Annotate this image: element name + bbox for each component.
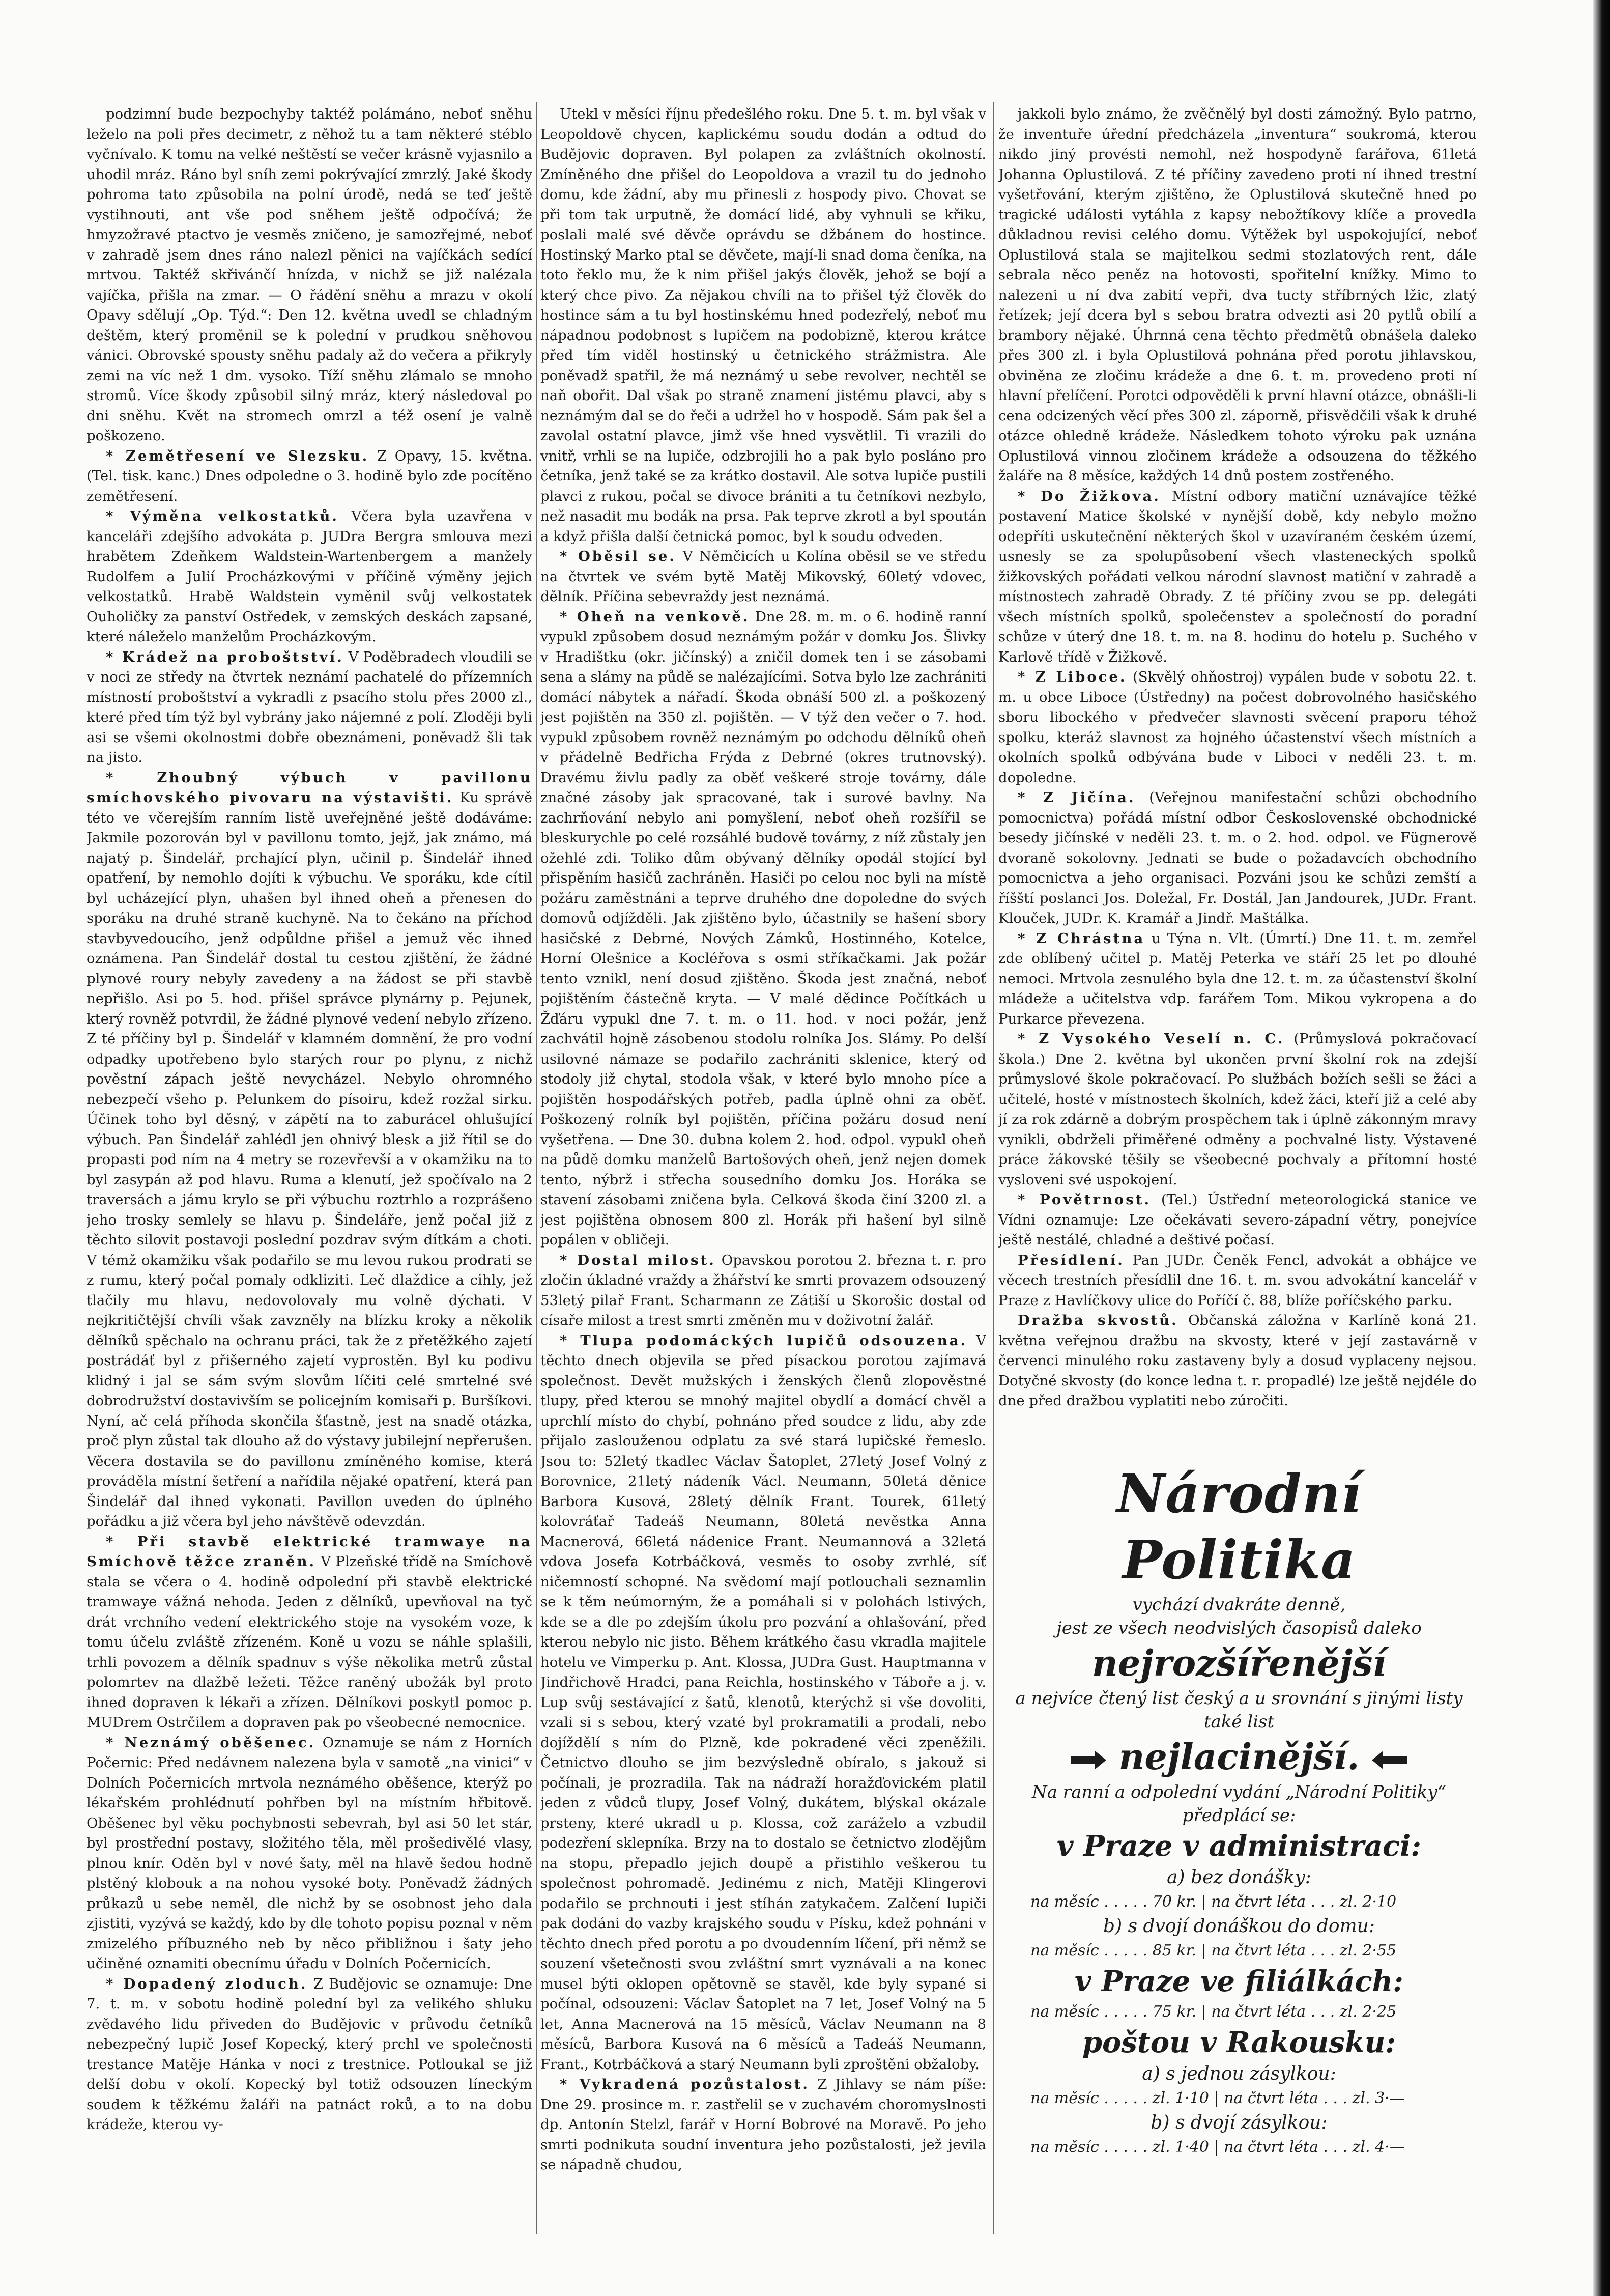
article-text: (Veřejnou manifestační schůzi obchodního pomocnictva) pořádá místní odbor Československé obchodnické besedy jičínské v neděli 23. t. m. o 2. hod. odpol. ve Fügnerově dvoraně sokolovny. Jednati se bude o požadavcích obchodního pomocnictva a jeho organisaci. Pozváni jsou ke schůzi zemští a říšští poslanci Jos. Doležal, Fr. Dostál, Jan Jandourek, JUDr. Frant. Klouček, JUDr. K. Kramář a Jindř. Maštálka. [998, 789, 1477, 926]
article-paragraph [87, 1733, 532, 1974]
article-heading: * Do Žižkova. [1018, 488, 1161, 504]
ad-line: a nejvíce čtený list český a u srovnání s jinými listy také list [1015, 1688, 1463, 1732]
article-heading: * Oběsil se. [560, 548, 676, 564]
article-paragraph [540, 1331, 986, 2075]
article-heading: * Z Vysokého Veselí n. C. [1018, 1031, 1285, 1047]
article-text: Opavskou porotou 2. března t. r. pro zločin úkladné vraždy a žhářství ke smrti provazem odsouzený 53letý pilař Frant. Scharmann ze Zátiší u Skorošic dostal od císaře milost a trest smrti změněn mu v doživotní žalář. [540, 1252, 986, 1328]
price-row: na měsíc . . . . . 70 kr. | na čtvrt léta . . . zl. 2·10 [1030, 1893, 1397, 1911]
article-paragraph [998, 1190, 1477, 1251]
ad-headline: nejrozšířenější [1091, 1642, 1387, 1684]
article-paragraph [998, 1029, 1477, 1190]
article-heading: * Zemětřesení ve Slezsku. [106, 447, 369, 464]
article-text: Dne 28. m. m. o 6. hodině ranní vypukl způsobem dosud neznámým požár v domku Jos. Šlivky v Hradištku (okr. jičínský) a zničil domek ten i se zásobami sena a slámy na půdě se nalézajícími. Sotva bylo lze zachrániti domácí nábytek a nářadí. Škoda obnáší 500 zl. a poškozený jest pojištěn na 350 zl. pojištěn. — V týž den večer o 7. hod. vypukl způsobem rovněž neznámým po odchodu dělníků oheň v přádelně Bedřicha Frýda z Debrné (okres trutnovský). Dravému živlu padly za oběť veškeré stroje továrny, dále značné zásoby jak spracované, tak i surové bavlny. Na zachrňování nebylo ani pomyšlení, neboť oheň rozšířil se bleskurychle po celé rozsáhlé budově továrny, z níž zůstaly jen ožehlé zdi. Toliko dům obývaný dělníky opodál stojící byl přispěním hasičů zachráněn. Hasiči po celou noc byli na místě požáru zaměstnáni a teprve druhého dne dopoledne do svých domovů odjížděli. Jak zjištěno bylo, účastnily se hašení sbory hasičské z Debrné, Nových Zámků, Hostinného, Kotelce, Horní Olešnice a Kocléřova s osmi stříkačkami. Jak požár tento vznikl, není dosud zjištěno. Škoda jest značná, neboť pojištěním částečně kryta. — V malé dědince Počítkách u Žďáru vypukl dne 7. t. m. o 11. hod. v noci požár, jenž zachvátil hojně zásobenou stodolu rolníka Jos. Slámy. Po delší usilovné námaze se podařilo zachrániti sklenice, který od stodoly již chytal, stodola však, v které bylo mnoho píce a pojištěn hospodářských potřeb, padla úplně ohni za oběť. Poškozený rolník byl pojištěn, příčina požáru dosud není vyšetřena. — Dne 30. dubna kolem 2. hod. odpol. vypukl oheň na půdě domku manželů Bartošových oheň, jenž nejen domek tento, nýbrž i střecha sousedního domku Jos. Horáka se stavení zásobami zničena byla. Celková škoda činí 3200 zl. a jest pojištěna obnosem 800 zl. Horák při hašení byl silně popálen v obličeji. [540, 608, 986, 1248]
arrow-right-icon [1071, 1750, 1106, 1770]
article-paragraph [998, 667, 1477, 788]
article-paragraph [87, 446, 532, 507]
ad-subsection: b) s dvojí donáškou do domu: [1103, 1916, 1375, 1937]
article-paragraph [998, 929, 1477, 1030]
article-paragraph [998, 1311, 1477, 1411]
column-divider [536, 102, 537, 2234]
article-heading: * Krádež na proboštství. [106, 648, 344, 665]
article-text: Utekl v měsíci říjnu předešlého roku. Dne 5. t. m. byl však v Leopoldově chycen, kaplickému soudu dodán a odtud do Budějovic dopraven. Byl polapen za zvláštních okolností. Zmíněného dne přišel do Leopoldova a vrazil tu do jednoho domu, kde žádní, aby mu přinesli z hospody pivo. Chovat se při tom tak urputně, že domácí lidé, aby vyhnuli se křiku, poslali malé své děvče oprávdu se džbánem do hostince. Hostinský Marko ptal se děvčete, mají-li snad doma čeníka, na toto řeklo mu, že k nim přišel jakýs člověk, jehož se bojí a který chce pivo. Za nějakou chvíli na to přišel týž člověk do hostince sám a tu byl hostinskému hned podezřelý, neboť mu nápadnou podobnost s lupičem na podobizně, kterou krátce před tím viděl hostinský u četnického strážmistra. Ale poněvadž spatřil, že má neznámý u sebe revolver, nechtěl se naň obořit. Dal však po straně znamení jistému plavci, aby s neznámým dal se do řeči a udržel ho v hospodě. Sám pak šel a zavolal ostatní plavce, jimž vše hned vysvětlil. Ti vrazili do vnitř, vrhli se na lupiče, odzbrojili ho a pak bylo posláno pro četníka, jenž také se za krátko dostavil. Ale sotva lupiče pustili plavci z rukou, počal se divoce brániti a tu četníkovi nezbylo, než nasadit mu bodák na prsa. Pak teprve zkrotl a byl spoután a když přišla další četnická pomoc, byl k soudu odveden. [540, 106, 986, 545]
article-heading: * Zhoubný výbuch v pavillonu smíchovského pivovaru na výstavišti. [87, 769, 532, 806]
article-paragraph [540, 547, 986, 607]
article-heading: * Oheň na venkově. [560, 608, 750, 625]
article-heading: * Neznámý oběšenec. [106, 1734, 316, 1751]
price-row: na měsíc . . . . . zl. 1·10 | na čtvrt léta . . . zl. 3·— [1030, 2089, 1405, 2107]
article-heading: * Dostal milost. [560, 1252, 716, 1268]
article-heading: * Výměna velkostatků. [106, 508, 339, 524]
article-text: (Skvělý ohňostroj) vypálen bude v sobotu 22. t. m. u obce Liboce (Ústředny) na počest dobrovolného hasičského sboru libockého v předvečer slavnosti svěcení praporu téhož spolku, kteráž slavnost za hojného účastenství všech místních a okolních spolků odbývána bude v Liboci v neděli 23. t. m. dopoledne. [998, 669, 1477, 786]
article-paragraph [87, 104, 532, 446]
column-right-articles [998, 104, 1477, 1540]
article-paragraph [540, 1251, 986, 1331]
article-text: V těchto dnech objevila se před písackou porotou zajímavá společnost. Devět mužských i ženských členů zlopověstné tlupy, před kterou se mnohý majitel obydlí a domácí chvěl a uprchlí místo do chybí, pohnáno před soudce z lidu, aby zde přijalo zaslouženou odplatu za své stará lupičské řemeslo. Jsou to: 52letý tkadlec Václav Šatoplet, 27letý Josef Volný z Borovnice, 21letý nádeník Václ. Neumann, 50letá děnice Barbora Kusová, 28letý dělník Frant. Tourek, 61letý kolovráťař Tadeáš Neumann, 80letá nevěstka Anna Macnerová, 66letá nádenice Frant. Neumannová a 32letá vdova Josefa Kotrbáčková, vesměs to osoby zvrhlé, síť ničemností schopné. Na svědomí mají potlouchali seznamlin se k těm neúmorným, že a pomáhali si v polohách lstivých, kde se a dle po zdejším úkolu pro pozvání a ohlašování, před kterou nebylo nic jisto. Během krátkého času vkradla majitele hotelu ve Vimperku p. Ant. Klossa, JUDra Gust. Hauptmanna v Jindřichově Hradci, pana Reichla, hostinského v Táboře a j. v. Lup svůj sestávající z šatů, klenotů, kterýchž si vše dovoliti, vzali si s sebou, který vzaté byl prokramatili a prodali, nebo dojíždělí s ním do Plzně, kde pokradené věci zpeněžili. Četnictvo dlouho se jim bezvýsledně obíralo, s jakouž si počínali, je prozradila. Tak na nádraží horažďovickém platil jeden z vůdců tlupy, Josef Volný, dukátem, blýskal okázale prsteny, které ukradl u p. Klossa, což zaráželo a vzbudil podezření sklepníka. Brzy na to dostalo se četnictvo zlodějům na stopu, přepadlo jejich doupě a přistihlo veškerou tu společnost pohromadě. Jedinému z nich, Matěji Klingerovi podařilo se prchnouti i jest stíhán zatykačem. Zalčení lupiči pak dodáni do vazby krajského soudu v Písku, kdež pohnáni v těchto dnech před porotu a po dvoudenním líčení, při němž se souzení všetečnosti svou zvláštní smrt vyznávali a na konec musel býti oklopen opětovně se stavěl, kde byly sypané si počínal, odsouzeni: Václav Šatoplet na 7 let, Josef Volný na 5 let, Anna Macnerová na 15 měsíců, Václav Neumann na 8 měsíců, Barbora Kusová na 6 měsíců a Tadeáš Neumann, Frant., Kotrbáčková a starý Neumann byli zproštěni obžaloby. [540, 1332, 986, 2073]
article-heading: * Z Jičína. [1018, 789, 1136, 806]
article-text: Občanská záložna v Karlíně koná 21. května veřejnou dražbu na skvosty, které v její zastavárně v červenci minulého roku zastaveny byly a dosud vyplaceny nejsou. Dotyčné skvosty (do konce ledna t. r. propadlé) lze ještě nejdéle do dne před dražbou vyplatiti nebo zúročiti. [998, 1312, 1477, 1409]
ad-headline-row [1010, 1734, 1468, 1780]
article-paragraph [540, 607, 986, 1251]
article-text: V Němčicích u Kolína oběsil se ve středu na čtvrtek ve svém bytě Matěj Mikovský, 60letý vdovec, dělník. Příčina sebevraždy jest neznámá. [540, 548, 986, 605]
article-text: Pan JUDr. Čeněk Fencl, advokát a obhájce ve věcech trestních přesídlil dne 16. t. m. svou advokátní kancelář v Praze z Havlíčkovy ulice do Poříčí č. 88, blíže poříčského parku. [998, 1252, 1477, 1309]
ad-subsection: a) bez donášky: [1167, 1867, 1311, 1888]
article-heading: * Vykradená pozůstalost. [560, 2076, 810, 2092]
ad-title: Národní Politika [1116, 1462, 1362, 1591]
article-paragraph [540, 2075, 986, 2175]
article-paragraph [998, 487, 1477, 668]
article-paragraph [87, 647, 532, 768]
article-text: V Plzeňské třídě na Smíchově stala se včera o 4. hodině odpolední při stavbě elektrické tramwaye vážná nehoda. Jeden z dělníků, upevňoval na tyč drát vrchního vedení elektrického stoje na vysokém voze, k tomu účelu zvláště zřízeném. Koně u vozu se náhle splašili, trhli povozem a dělník spadnuv s výše několika metrů zůstal polomrtev na dlažbě ležeti. Těžce raněný ubožák byl proto ihned dopraven k lékaři a zřízen. Dělníkovi poskytl pomoc p. MUDrem Ostrčilem a dopraven pak po všeobecné nemocnice. [87, 1553, 532, 1731]
article-text: Z Budějovic se oznamuje: Dne 7. t. m. v sobotu hodině polední byl za velikého shluku zvědavého lidu přiveden do Budějovic v průvodu četníků nebezpečný lupič Josef Kopecký, který prchl ve společnosti trestance Matěje Hánka v noci z trestnice. Potloukal se již delší dobu v okolí. Kopecký byl totiž odsouzen líneckým soudem k těžkému žaláři na patnáct roků, a to na dobu krádeže, kterou vy- [87, 1975, 532, 2133]
article-paragraph [998, 1251, 1477, 1311]
article-text: Místní odbory matiční uznávajíce těžké postavení Matice školské v nynější době, kdy nebylo možno odepříti uskutečnění některých škol v uzavíraném českém území, usnesly se za spolupůsobení všech vlasteneckých spolků žižkovských pořádati velkou národní slavnost matiční v zahradě a místnostech zahradě Obrady. Z té příčiny zvou se pp. delegáti všech místních spolků, společenstev a společností do poradní schůze v úterý dne 18. t. m. na 8. hodinu do hotelu p. Suchého v Karlově třídě v Žižkově. [998, 488, 1477, 665]
article-text: Ku správě této ve včerejším ranním listě uveřejněné ještě dodáváme: Jakmile pozorován byl v pavillonu tomto, jejž, jak známo, má najatý p. Šindelář, prchající plyn, učinil p. Šindelář ihned opatření, by nemohlo dojíti k výbuchu. Ve sporáku, kde cítil byl ucházející plyn, uhašen byl ihned oheň a přenesen do sporáku na druhé straně kuchyně. Na to čekáno na příchod stavbyvedoucího, jenž odpůldne přišel a jemuž věc ihned oznámena. Pan Šindelář dostal tu cestou zjištění, že žádné plynové roury nebyly zavedeny a na žádost se při stavbě nepřišlo. Asi po 5. hod. přišel správce plynárny p. Pejunek, který rovněž potvrdil, že žádné plynové vedení nebylo zřízeno. Z té příčiny byl p. Šindelář v klamném domnění, že pro vodní odpadky upotřebeno bylo starých rour po plynu, z nichž pověstní zápach ještě nevycházel. Nebylo ohromného nebezpečí všeho p. Pelunkem do písoiru, kdež rozžal sirku. Účinek toho byl děsný, v zápětí na to zaburácel ohlušující výbuch. Pan Šindelář zahlédl jen ohnivý blesk a již řítil se do propasti pod ním na 4 metry se rozevřevší a v okamžiku na to byl zasypán až pod hlavu. Ruma a klenutí, jež spočívalo na 2 traversách a jámu krylo se při výbuchu roztrhlo a rozprášeno jeho trosky semlely se hlavu p. Šindeláře, jenž počal již z těchto silovit postavoji poslední pozdrav svým dítkám a choti. V témž okamžiku však podařilo se mu levou rukou prodrati se z rumu, který počal pomaly odkliziti. Leč dlaždice a cihly, jež tlačily mu hlavu, nedovolovaly mu volně dýchati. V nejkritičtější chvíli však zavzněly na blízku kroky a několik dělníků spěchalo na ochranu práci, tak že z přetěžkého zajetí postrádáť byl z přišerného zajetí vyprostěn. Byl ku podivu klidný i jal se sám svým slovům líčiti celé smrtelné své dobrodružství dostavivším se policejním komisaři p. Buršíkovi. Nyní, ač celá příhoda skončila šťastně, jest na snadě otázka, proč plyn zůstal tak dlouho až do výstavy jubilejní nepřerušen. Věcera dostavila se do pavillonu zmíněného komise, která prováděla místní šetření a nařídila nějaké opatření, která pan Šindelář dal ihned vykonati. Pavillon uveden do úplného pořádku a již včera byl jeho návštěvě odevzdán. [87, 789, 532, 1529]
article-heading: Přesídlení. [1018, 1252, 1125, 1268]
price-row: na měsíc . . . . . 85 kr. | na čtvrt léta . . . zl. 2·55 [1030, 1942, 1397, 1960]
article-text: Z Jihlavy se nám píše: Dne 29. prosince m. r. zastřelil se v zuchavém choromyslnosti dp. Antonín Stelzl, farář v Horní Bobrové na Moravě. Po jeho smrti podnikuta soudní inventura jeho pozůstalosti, jež jevila se nápadně chudou, [540, 2076, 986, 2173]
article-paragraph [998, 104, 1477, 487]
ad-line: vychází dvakráte denně, [1132, 1595, 1346, 1615]
ad-line: Na ranní a odpolední vydání „Národní Politiky“ předplácí se: [1032, 1782, 1446, 1826]
article-heading: Dražba skvostů. [1018, 1312, 1178, 1328]
arrow-left-icon [1372, 1750, 1407, 1770]
advertisement-narodni-politika [1010, 1456, 1468, 2214]
article-text: Oznamuje se nám z Horních Počernic: Před nedávnem nalezena byla v samotě „na vinici“ v Dolních Počernicích mrtvola neznámého oběšence, kterýž po lékařském prohlédnutí pohřben byl na místním hřbitově. Oběšenec byl věku pochybnosti sebevrah, byl asi 50 let stár, byl prostřední postavy, složitého těla, měl prošedivělé vlasy, plnou knír. Oděn byl v nové šaty, měl na hlavě šedou hodně plstěný klobouk a na nohou vysoké boty. Poněvadž žádných průkazů u sebe neměl, dle nichž by se osobnost jeho dala zjistiti, vyzývá se každý, kdo by dle tohoto popisu poznal v něm zmizelého příbuzného neb by něco přibližnou i šaty jeho učiněné oznamiti obecnímu úřadu v Dolních Počernicích. [87, 1734, 532, 1972]
ad-line: jest ze všech neodvislých časopisů daleko [1056, 1618, 1422, 1638]
column-left [87, 104, 532, 2232]
scan-edge [1593, 0, 1610, 2296]
ad-section: poštou v Rakousku: [1082, 2026, 1396, 2059]
article-heading: * Tlupa podomáckých lupičů odsouzena. [560, 1332, 968, 1349]
column-divider [993, 102, 994, 2234]
article-text: (Tel.) Ústřední meteorologická stanice ve Vídni oznamuje: Lze očekávati severo-západní větry, ponejvíce ještě nestálé, chladné a deštivé počasí. [998, 1192, 1477, 1248]
article-text: jakkoli bylo známo, že zvěčnělý byl dosti zámožný. Bylo patrno, že inventuře úřední předcházela „inventura“ soukromá, kterou nikdo jiný provésti nemohl, než hospodyně farářova, 61letá Johanna Oplustilová. Z té příčiny zavedeno proti ní ihned trestní vyšetřování, kterým zjištěno, že Oplustilová skutečně hned po tragické události vytáhla z kapsy nebožtíkovy klíče a provedla důkladnou revisi celého domu. Výtěžek byl uspokojující, neboť Oplustilová stala se majitelkou sedmi stozlatových rent, dále sebrala něco peněz na hotovosti, spořitelní knížky. Mimo to nalezeni u ní dva zabití vepři, dva tucty stříbrných lžic, zlatý řetízek; její dcera byl s sebou bratra odvezti asi 20 pytlů obilí a brambory nějaké. Úhrnná cena těchto předmětů obnášela daleko přes 300 zl. i byla Oplustilová pohnána před porotu jihlavskou, obviněna ze zločinu krádeže a dne 6. t. m. provedeno proti ní hlavní přelíčení. Porotci odpověděli k první hlavní otázce, obnášli-li cena odcizených věcí přes 300 zl. záporně, přisvědčili však k druhé otázce ohledně krádeže. Následkem tohoto výroku pak uznána Oplustilová vinnou zločinem krádeže a odsouzena do těžkého žaláře na 8 měsíce, každých 14 dnů postem zostřeného. [998, 106, 1477, 484]
article-paragraph [540, 104, 986, 547]
article-text: V Poděbradech vloudili se v noci ze středy na čtvrtek neznámí pachatelé do přízemních místností proboštství a vykradli z psacího stolu přes 2000 zl., které před tím týž byl vybrány jako nájemné z polí. Zloději byli asi se všemi okolnostmi dobře obeznámeni, poněvadž šli tak na jisto. [87, 648, 532, 766]
price-row: na měsíc . . . . . zl. 1·40 | na čtvrt léta . . . zl. 4·— [1030, 2138, 1405, 2156]
article-heading: * Dopadený zloduch. [106, 1975, 308, 1992]
article-text: (Průmyslová pokračovací škola.) Dne 2. května byl ukončen první školní rok na zdejší průmyslové škole pokračovací. Po službách božích sešli se žáci a učitelé, hosté v místnostech školních, kdež žáci, kteří již a celé aby jí za rok zdárně a dobrým prospěchem tak i úplně zákonným mravy vynikli, obdrželi přiměřené odměny a pochvalné listy. Výstavené práce žákovské těšily se všeobecné pochvaly a přítomní hosté vysloveni své uspokojení. [998, 1031, 1477, 1188]
article-text: u Týna n. Vlt. (Úmrtí.) Dne 11. t. m. zemřel zde oblíbený učitel p. Matěj Peterka ve stáří 25 let po dlouhé nemoci. Mrtvola zesnulého byla dne 12. t. m. za účastenství školní mládeže a učitelstva vdp. farářem Tom. Mikou vykropena a do Purkarce převezena. [998, 930, 1477, 1027]
article-text: podzimní bude bezpochyby taktéž polámáno, neboť sněhu leželo na poli přes decimetr, z něhož tu a tam některé stéblo vyčnívalo. K tomu na velké neštěstí se večer krásně vyjasnilo a uhodil mráz. Ráno byl sníh zemi pokrývající zmrzlý. Jaké škody pohroma tato způsobila na polní úrodě, nedá se teď ještě vystihnouti, ant vše pod sněhem ještě odpočívá; že hmyzožravé ptactvo je vesměs zničeno, je samozřejmé, neboť v zahradě jsem dnes ráno nalezl pěnici na vajíčkách sedící mrtvou. Taktéž skřivánčí hnízda, v nichž se již nalézala vajíčka, přišla na zmar. — O řádění sněhu a mrazu v okolí Opavy sdělují „Op. Týd.“: Den 12. května uvedl se chladným deštěm, který proměnil se k polední v prudkou sněhovou vánici. Obrovské spousty sněhu padaly až do večera a přikryly zemi na víc než 1 dm. vysoko. Tíží sněhu zlámalo se mnoho stromů. Více škody způsobil silný mráz, který následoval po dni sněhu. Květ na stromech omrzl a též osení je valně poškozeno. [87, 106, 532, 444]
ad-section: v Praze v administraci: [1056, 1829, 1422, 1863]
ad-subsection: b) s dvojí zásylkou: [1151, 2112, 1328, 2133]
article-paragraph [87, 768, 532, 1532]
article-paragraph [87, 1532, 532, 1733]
article-heading: * Povětrnost. [1018, 1192, 1152, 1208]
article-paragraph [998, 788, 1477, 929]
article-text: Včera byla uzavřena v kanceláři zdejšího advokáta p. JUDra Bergra smlouva mezi hrabětem Zdeňkem Waldstein-Wartenbergem a manžely Rudolfem a Julií Procházkovými v příčině výměny jejich velkostatků. Hrabě Waldstein vyměnil svůj velkostatek Ouholičky za panství Ostředek, v zemských deskách zapsané, které náleželo manželům Procházkovým. [87, 508, 532, 645]
column-middle [540, 104, 986, 2232]
article-paragraph [87, 1974, 532, 2135]
ad-section: v Praze ve filiálkách: [1075, 1965, 1403, 1998]
ad-subsection: a) s jednou zásylkou: [1142, 2063, 1336, 2084]
ad-headline: nejlacinější. [1118, 1736, 1360, 1778]
article-heading: * Z Liboce. [1018, 669, 1127, 685]
article-heading: * Při stavbě elektrické tramwaye na Smíchově těžce zraněn. [87, 1533, 532, 1570]
article-text: Z Opavy, 15. května. (Tel. tisk. kanc.) Dnes odpoledne o 3. hodině bylo zde pocítěno zemětřesení. [87, 447, 532, 504]
article-heading: * Z Chrástna [1018, 930, 1145, 947]
article-paragraph [87, 506, 532, 647]
price-row: na měsíc . . . . . 75 kr. | na čtvrt léta . . . zl. 2·25 [1030, 2003, 1397, 2021]
